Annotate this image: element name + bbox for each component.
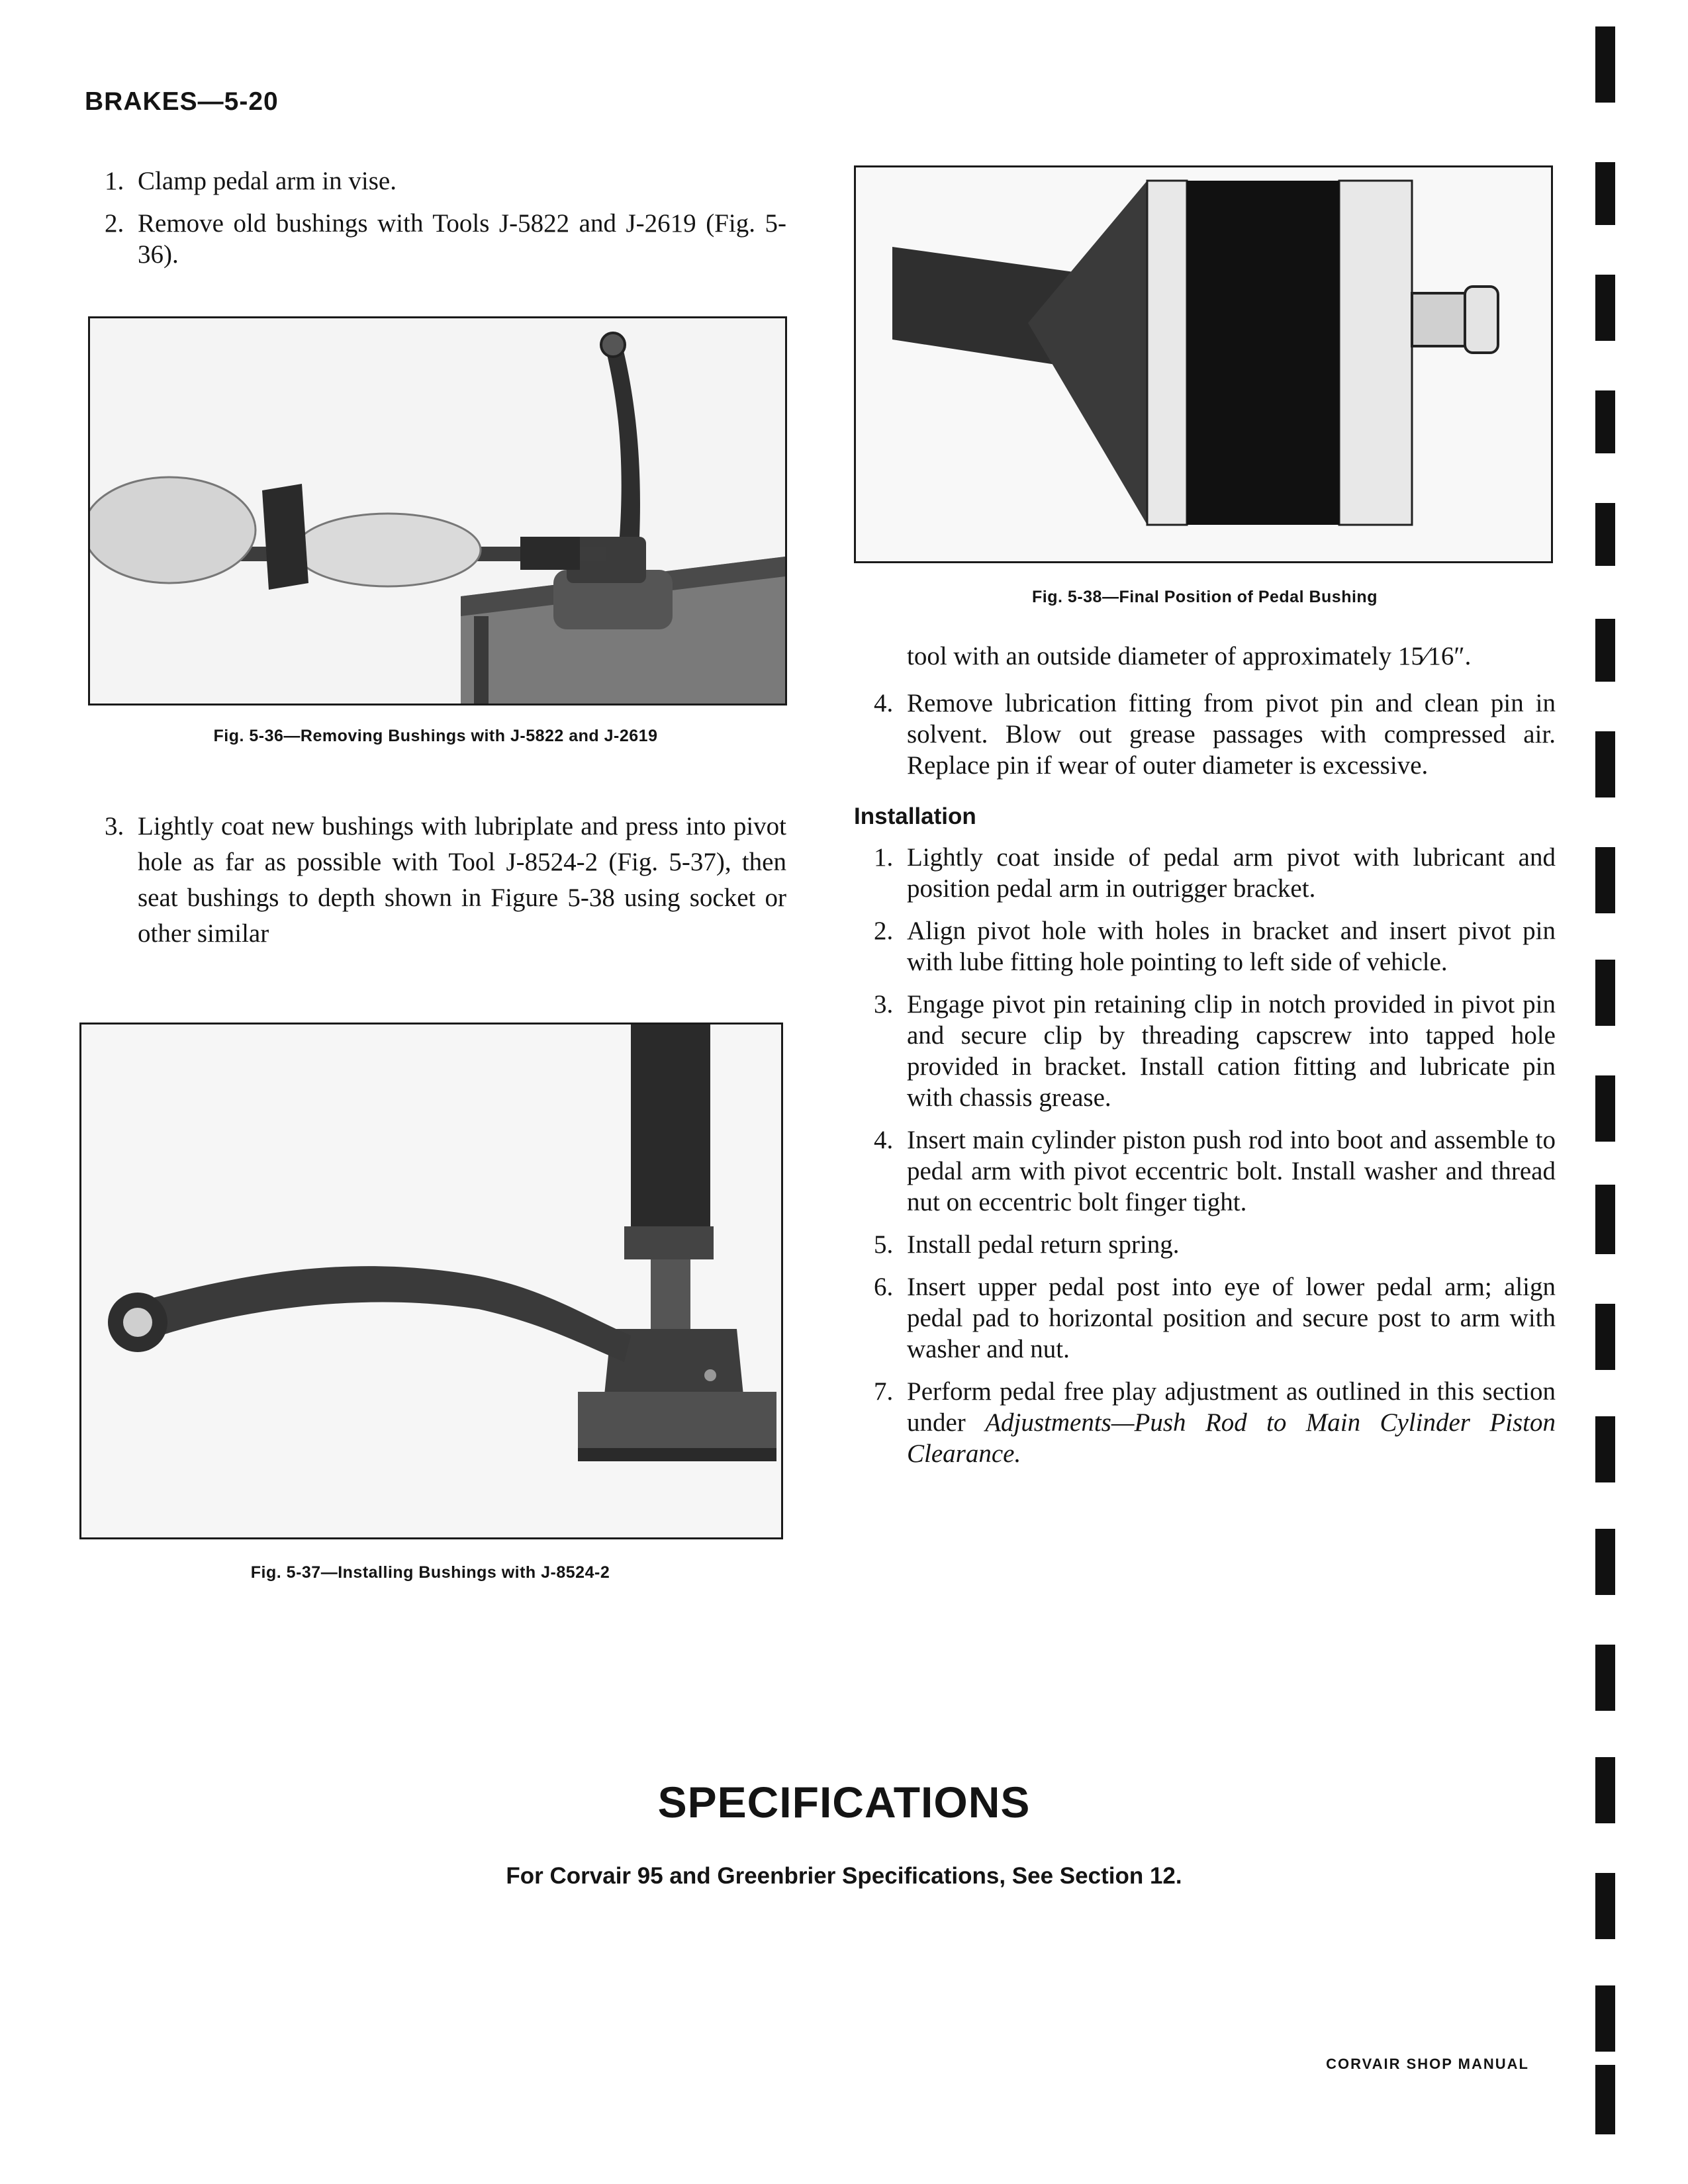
registration-mark <box>1595 503 1615 566</box>
list-item <box>854 989 1556 1113</box>
installation-steps <box>854 842 1556 1469</box>
registration-mark <box>1595 1873 1615 1939</box>
figure-5-36-caption: Fig. 5-36—Removing Bushings with J-5822 and J-2619 <box>213 727 658 745</box>
step-number: 1. <box>105 167 124 195</box>
step-number: 4. <box>874 1126 894 1154</box>
registration-mark <box>1595 1416 1615 1482</box>
step-text: Remove old bushings with Tools J-5822 and J-2619 (Fig. 5-36). <box>138 209 786 269</box>
removal-steps-a <box>85 165 786 270</box>
removal-steps-c <box>854 688 1556 781</box>
step-number: 2. <box>874 917 894 945</box>
right-column <box>854 641 1556 1480</box>
registration-mark <box>1595 1304 1615 1370</box>
list-item <box>854 1124 1556 1218</box>
figure-5-37-photo <box>79 1023 783 1539</box>
registration-mark <box>1595 1075 1615 1142</box>
registration-mark <box>1595 960 1615 1026</box>
removal-steps-b <box>85 809 786 952</box>
step-number: 6. <box>874 1273 894 1301</box>
registration-mark <box>1595 619 1615 682</box>
registration-mark <box>1595 1757 1615 1823</box>
registration-mark <box>1595 2065 1615 2134</box>
specifications-note: For Corvair 95 and Greenbrier Specifications, See Section 12. <box>506 1863 1182 1889</box>
figure-5-38-caption: Fig. 5-38—Final Position of Pedal Bushing <box>1032 588 1378 606</box>
step-number: 3. <box>105 812 124 841</box>
step-text: Remove lubrication fitting from pivot pin and clean pin in solvent. Blow out grease passages with compressed air. Replace pin if wear of outer diameter is excessive. <box>907 689 1556 780</box>
step-text: Insert main cylinder piston push rod into boot and assemble to pedal arm with pivot eccentric bolt. Install washer and thread nut on eccentric bolt finger tight. <box>907 1126 1556 1216</box>
continued-text: tool with an outside diameter of approximately 15⁄16″. <box>907 642 1472 670</box>
list-item <box>854 915 1556 978</box>
list-item <box>85 809 786 952</box>
registration-mark <box>1595 275 1615 341</box>
registration-mark <box>1595 1985 1615 2052</box>
list-item <box>854 842 1556 904</box>
page-header: BRAKES—5-20 <box>85 87 279 116</box>
step-text: Install pedal return spring. <box>907 1230 1180 1259</box>
registration-mark <box>1595 1185 1615 1254</box>
step-text: Lightly coat inside of pedal arm pivot with lubricant and position pedal arm in outrigger bracket. <box>907 843 1556 903</box>
figure-5-37-caption: Fig. 5-37—Installing Bushings with J-8524-2 <box>250 1563 610 1582</box>
step-reference: Adjustments—Push Rod to Main Cylinder Piston Clearance. <box>907 1408 1556 1468</box>
figure-5-36-photo <box>88 316 787 705</box>
step-text: Clamp pedal arm in vise. <box>138 167 397 195</box>
step-text: Engage pivot pin retaining clip in notch provided in pivot pin and secure clip by threading capscrew into tapped hole provided in bracket. Install cation fitting and lubricate pin with chassis grease. <box>907 990 1556 1112</box>
list-item <box>854 1271 1556 1365</box>
page-footer: CORVAIR SHOP MANUAL <box>1326 2056 1529 2072</box>
step-text: Align pivot hole with holes in bracket and insert pivot pin with lube fitting hole pointing to left side of vehicle. <box>907 917 1556 976</box>
figure-5-38-photo <box>854 165 1553 563</box>
registration-mark <box>1595 390 1615 453</box>
step-text: Lightly coat new bushings with lubriplate and press into pivot hole as far as possible with Tool J-8524-2 (Fig. 5-37), then seat bushings to depth shown in Figure 5-38 using socket or other similar <box>138 812 786 948</box>
registration-mark <box>1595 731 1615 797</box>
left-column-continued <box>85 809 786 963</box>
registration-mark <box>1595 1645 1615 1711</box>
step-number: 1. <box>874 843 894 872</box>
step-number: 5. <box>874 1230 894 1259</box>
step-text: Insert upper pedal post into eye of lower pedal arm; align pedal pad to horizontal position and secure post to arm with washer and nut. <box>907 1273 1556 1363</box>
left-column <box>85 165 786 281</box>
list-item <box>854 688 1556 781</box>
step-number: 3. <box>874 990 894 1019</box>
list-item <box>85 208 786 270</box>
step-number: 7. <box>874 1377 894 1406</box>
step-text: Perform pedal free play adjustment as outlined in this section under <box>907 1377 1556 1437</box>
registration-mark <box>1595 1529 1615 1595</box>
registration-mark <box>1595 847 1615 913</box>
step-number: 4. <box>874 689 894 717</box>
list-item <box>854 1376 1556 1469</box>
list-item <box>85 165 786 197</box>
installation-heading: Installation <box>854 803 976 829</box>
registration-mark <box>1595 26 1615 103</box>
registration-mark <box>1595 162 1615 225</box>
list-item <box>854 1229 1556 1260</box>
specifications-title: SPECIFICATIONS <box>657 1778 1031 1827</box>
step-number: 2. <box>105 209 124 238</box>
